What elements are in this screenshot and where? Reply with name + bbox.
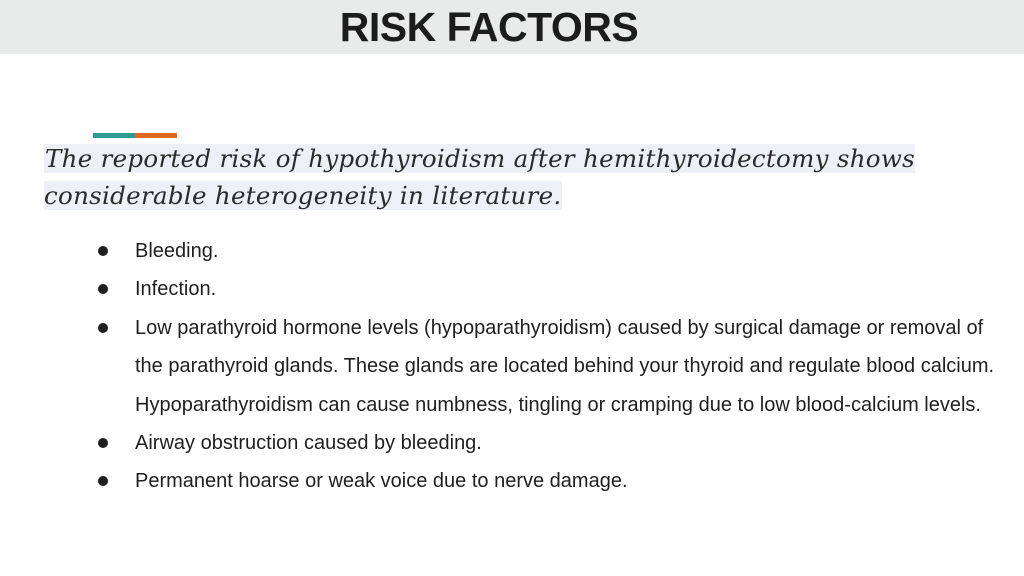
list-item-text: Bleeding. (135, 240, 219, 262)
bullet-icon (98, 476, 108, 486)
intro-statement (44, 140, 989, 214)
list-item (95, 309, 995, 424)
page-title: RISK FACTORS (339, 4, 639, 50)
list-item-text: Infection. (135, 278, 217, 301)
bullet-icon (98, 323, 108, 333)
bullet-icon (98, 438, 108, 448)
intro-text: The reported risk of hypothyroidism after hemithyroidectomy shows considerable heterogeneity in literature. (44, 144, 916, 210)
header-bar (0, 0, 1024, 54)
accent-line-teal (93, 133, 135, 138)
list-item (95, 270, 995, 308)
bullet-icon (98, 284, 108, 294)
risk-factor-list (95, 232, 995, 501)
bullet-icon (98, 246, 108, 256)
list-item-text: Low parathyroid hormone levels (hypoparathyroidism) caused by surgical damage or removal of the parathyroid glands. These glands are located behind your thyroid and regulate blood calcium. Hypoparathyroidism can cause numbness, tingling or cramping due to low blood-calcium levels. (135, 316, 995, 416)
list-item-text: Airway obstruction caused by bleeding. (135, 432, 482, 455)
accent-line-orange (135, 133, 177, 138)
list-item (95, 424, 995, 462)
list-item (95, 462, 995, 500)
list-item (95, 232, 995, 270)
list-item-text: Permanent hoarse or weak voice due to nerve damage. (135, 470, 628, 493)
